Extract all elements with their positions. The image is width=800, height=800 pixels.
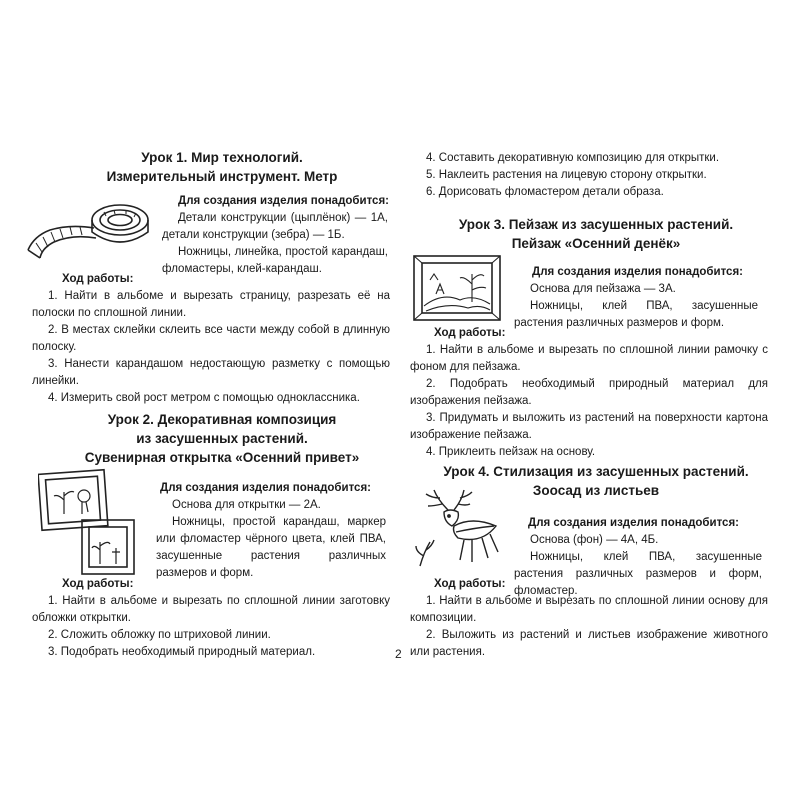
lesson3-needs-heading: Для создания изделия понадобится:	[532, 266, 743, 278]
lesson2-needs-heading: Для создания изделия понадобится:	[160, 482, 371, 494]
list-item: 3. Нанести карандашом недостающую разметку с помощью линейки.	[32, 358, 390, 387]
postcard-frames-icon	[38, 466, 138, 578]
lesson4-needs-heading: Для создания изделия понадобится:	[528, 517, 739, 529]
lesson4-needs-base: Основа (фон) — 4А, 4Б.	[530, 534, 659, 546]
list-item: 2. Выложить из растений и листьев изображение животного или растения.	[410, 629, 768, 658]
lesson1-title-line1: Урок 1. Мир технологий.	[141, 150, 303, 165]
measuring-tape-icon	[20, 192, 152, 262]
lesson3-title	[400, 215, 792, 253]
list-item: 1. Найти в альбоме и вырезать страницу, разрезать её на полоски по сплошной линии.	[32, 290, 390, 319]
lesson1-steps	[32, 288, 390, 407]
lesson4-title-line1: Урок 4. Стилизация из засушенных растений.	[443, 464, 749, 479]
list-item: 6. Дорисовать фломастером детали образа.	[426, 186, 664, 198]
lesson1-title-line2: Измерительный инструмент. Метр	[106, 169, 338, 184]
list-item: 2. Сложить обложку по штриховой линии.	[48, 629, 271, 641]
list-item: 4. Составить декоративную композицию для открытки.	[426, 152, 720, 164]
lesson3-needs-tools: Ножницы, клей ПВА, засушенные растения различных размеров и форм.	[514, 300, 758, 329]
lesson2-steps-right	[410, 150, 768, 201]
lesson3-title-line1: Урок 3. Пейзаж из засушенных растений.	[458, 217, 734, 232]
list-item: 1. Найти в альбоме и вырезать по сплошной линии основу для композиции.	[410, 595, 768, 624]
lesson2-steps-left	[32, 593, 390, 661]
lesson3-title-line2: Пейзаж «Осенний денёк»	[511, 236, 681, 251]
lesson1-title	[32, 148, 412, 186]
lesson2-needs-tools: Ножницы, простой карандаш, маркер или фломастер чёрного цвета, клей ПВА, засушенные растения различных размеров и форм.	[156, 516, 386, 579]
list-item: 2. Подобрать необходимый природный материал для изображения пейзажа.	[410, 378, 768, 407]
lesson2-title-line2: из засушенных растений.	[136, 431, 308, 446]
lesson2-needs-base: Основа для открытки — 2А.	[172, 499, 321, 511]
lesson1-needs-tools: Ножницы, линейка, простой карандаш, фломастеры, клей-карандаш.	[162, 246, 388, 275]
lesson2-work-heading: Ход работы:	[62, 578, 134, 590]
list-item: 3. Подобрать необходимый природный материал.	[48, 646, 316, 658]
lesson3-work-heading: Ход работы:	[434, 327, 506, 339]
lesson2-title-line3: Сувенирная открытка «Осенний привет»	[84, 450, 360, 465]
lesson4-needs-tools: Ножницы, клей ПВА, засушенные растения различных размеров и форм, фломастер.	[514, 551, 762, 597]
lesson1-needs-heading: Для создания изделия понадобится:	[178, 195, 389, 207]
lesson1-needs-parts: Детали конструкции (цыплёнок) — 1А, детали конструкции (зебра) — 1Б.	[162, 212, 388, 241]
lesson2-title-line1: Урок 2. Декоративная композиция	[107, 412, 337, 427]
landscape-frame-icon	[412, 254, 504, 324]
lesson2-title	[32, 410, 412, 467]
lesson3-steps	[410, 342, 768, 461]
list-item: 5. Наклеить растения на лицевую сторону открытки.	[426, 169, 707, 181]
list-item: 4. Приклеить пейзаж на основу.	[426, 446, 596, 458]
list-item: 3. Придумать и выложить из растений на поверхности картона изображение пейзажа.	[410, 412, 768, 441]
lesson4-work-heading: Ход работы:	[434, 578, 506, 590]
lesson1-work-heading: Ход работы:	[62, 273, 134, 285]
lesson4-steps	[410, 593, 768, 661]
list-item: 4. Измерить свой рост метром с помощью одноклассника.	[48, 392, 360, 404]
lesson4-title-line2: Зоосад из листьев	[532, 483, 660, 498]
list-item: 1. Найти в альбоме и вырезать по сплошной линии рамочку с фоном для пейзажа.	[410, 344, 768, 373]
list-item: 1. Найти в альбоме и вырезать по сплошной линии заготовку обложки открытки.	[32, 595, 390, 624]
lesson3-needs-base: Основа для пейзажа — 3А.	[530, 283, 676, 295]
leaf-deer-icon	[412, 486, 512, 570]
list-item: 2. В местах склейки склеить все части между собой в длинную полоску.	[32, 324, 390, 353]
page-number: 2	[395, 647, 402, 661]
